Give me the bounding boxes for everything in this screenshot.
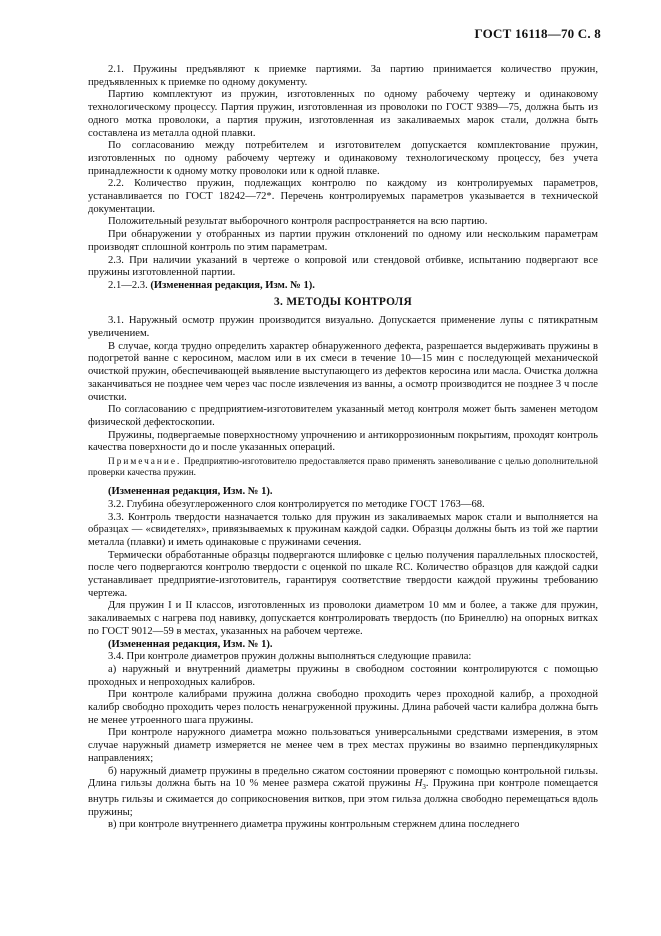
note — [88, 457, 598, 479]
paragraph: 2.2. Количество пружин, подлежащих контролю по каждому из контролируемых параметров, устанавливается по ГОСТ 18242—72*. Перечень контролируемых параметров указывается в технической документации. — [88, 178, 598, 215]
paragraph: По согласованию между потребителем и изготовителем допускается комплектование пружин, изготовленных по одному рабочему чертежу и одинаковому технологическому процессу, без учета принадлежности к одному мотку проволоки или к одной плавке. — [88, 140, 598, 177]
paragraph: По согласованию с предприятием-изготовителем указанный метод контроля может быть заменен методом физической дефектоскопии. — [88, 404, 598, 428]
document-body — [88, 64, 598, 832]
paragraph: В случае, когда трудно определить характер обнаруженного дефекта, разрешается выдерживать пружины в подогретой ванне с керосином, маслом или в их смеси в течение 10—15 мин с последующей механической очисткой пружин, обеспечивающей выявление выступающего из дефектов керосина или масла. Очистка должна заканчиваться не позднее чем через час после извлечения из ванны, а осмотр производится не позднее 3 ч после очистки. — [88, 340, 598, 403]
amendment-text: (Измененная редакция, Изм. № 1). — [150, 279, 315, 291]
variable-h: H — [414, 778, 423, 790]
amendment-note — [88, 280, 598, 293]
paragraph: 3.2. Глубина обезуглероженного слоя контролируется по методике ГОСТ 1763—68. — [108, 498, 485, 510]
paragraph: в) при контроле внутреннего диаметра пружины контрольным стержнем длина последнего — [108, 819, 520, 831]
amendment-note: (Измененная редакция, Изм. № 1). — [108, 638, 273, 650]
paragraph: Термически обработанные образцы подвергаются шлифовке с целью получения параллельных плоскостей, после чего подвергаются контролю твердости с оценкой по шкале RC. Количество образцов для каждой садки устанавливает предприятие-изготовитель, гарантируя соответствие твердости каждой пружины требованию чертежа. — [88, 549, 598, 599]
paragraph: а) наружный и внутренний диаметры пружины в свободном состоянии контролируются с помощью проходных и непроходных калибров. — [88, 663, 598, 688]
paragraph-text: . Пружина при контроле помещается внутрь гильзы и сжимается до соприкосновения витков, при этом гильза должна свободно перемещаться вдоль пружины; — [88, 778, 598, 818]
paragraph: При контроле калибрами пружина должна свободно проходить через проходной калибр, а проходной калибр свободно проходить через полость ненагруженной пружины. Длина рабочей части калибра должна быть не менее утроенного шага пружины. — [88, 689, 598, 726]
paragraph: Для пружин I и II классов, изготовленных из проволоки диаметром 10 мм и более, а также для пружин, закаливаемых с нагрева под навивку, допускается контролировать твердость (по Бринеллю) на опорных витках по ГОСТ 9012—59 в местах, указанных на рабочем чертеже. — [88, 600, 598, 637]
paragraph: 2.1. Пружины предъявляют к приемке партиями. За партию принимается количество пружин, предъявленных к приемке по одному документу. — [88, 64, 598, 88]
paragraph: Положительный результат выборочного контроля распространяется на всю партию. — [108, 216, 488, 228]
variable-subscript: 3 — [422, 783, 426, 792]
paragraph: 3.1. Наружный осмотр пружин производится визуально. Допускается применение лупы с пятикратным увеличением. — [88, 315, 598, 340]
paragraph-text: б) наружный диаметр пружины в предельно сжатом состоянии проверяют с помощью контрольной гильзы. Длина гильзы должна быть на 10 % менее размера сжатой пружины — [88, 765, 598, 790]
paragraph: При контроле наружного диаметра можно пользоваться универсальными средствами измерения, в этом случае наружный диаметр измеряется не менее чем в трех местах пружины во взаимно перпендикулярных направлениях; — [88, 727, 598, 764]
paragraph: 3.3. Контроль твердости назначается только для пружин из закаливаемых марок стали и выполняется на образцах — «свидетелях», привязываемых к пружинам каждой садки. Образцы должны быть из той же партии металла (плавки) и иметь одинаковые с пружинами сечения. — [88, 511, 598, 548]
amendment-prefix: 2.1—2.3. — [108, 279, 151, 291]
amendment-note: (Измененная редакция, Изм. № 1). — [108, 486, 273, 498]
paragraph: Пружины, подвергаемые поверхностному упрочнению и антикоррозионным покрытиям, проходят контроль качества поверхности до и после указанных операций. — [88, 429, 598, 454]
paragraph: 3.4. При контроле диаметров пружин должны выполняться следующие правила: — [108, 651, 472, 663]
paragraph: При обнаружении у отобранных из партии пружин отклонений по одному или нескольким параметрам производят сплошной контроль по этим параметрам. — [88, 229, 598, 253]
paragraph — [88, 766, 598, 820]
page-header: ГОСТ 16118—70 С. 8 — [474, 26, 601, 41]
paragraph: Партию комплектуют из пружин, изготовленных по одному рабочему чертежу и одинаковому технологическому процессу. Партия пружин, изготовленная из проволоки по ГОСТ 9389—75, должна быть из одного мотка проволоки, а партия пружин, изготовленная из закаливаемых марок стали, должна быть составлена из металла одной плавки. — [88, 89, 598, 139]
note-label: Примечание. — [108, 457, 182, 468]
note-text: Предприятию-изготовителю предоставляется право применять заневоливание с целью дополнительной проверки качества пружин. — [88, 457, 598, 479]
section-title: 3. МЕТОДЫ КОНТРОЛЯ — [274, 295, 412, 308]
paragraph: 2.3. При наличии указаний в чертеже о копровой или стендовой отбивке, испытанию подвергают все пружины изготовленной партии. — [88, 254, 598, 279]
